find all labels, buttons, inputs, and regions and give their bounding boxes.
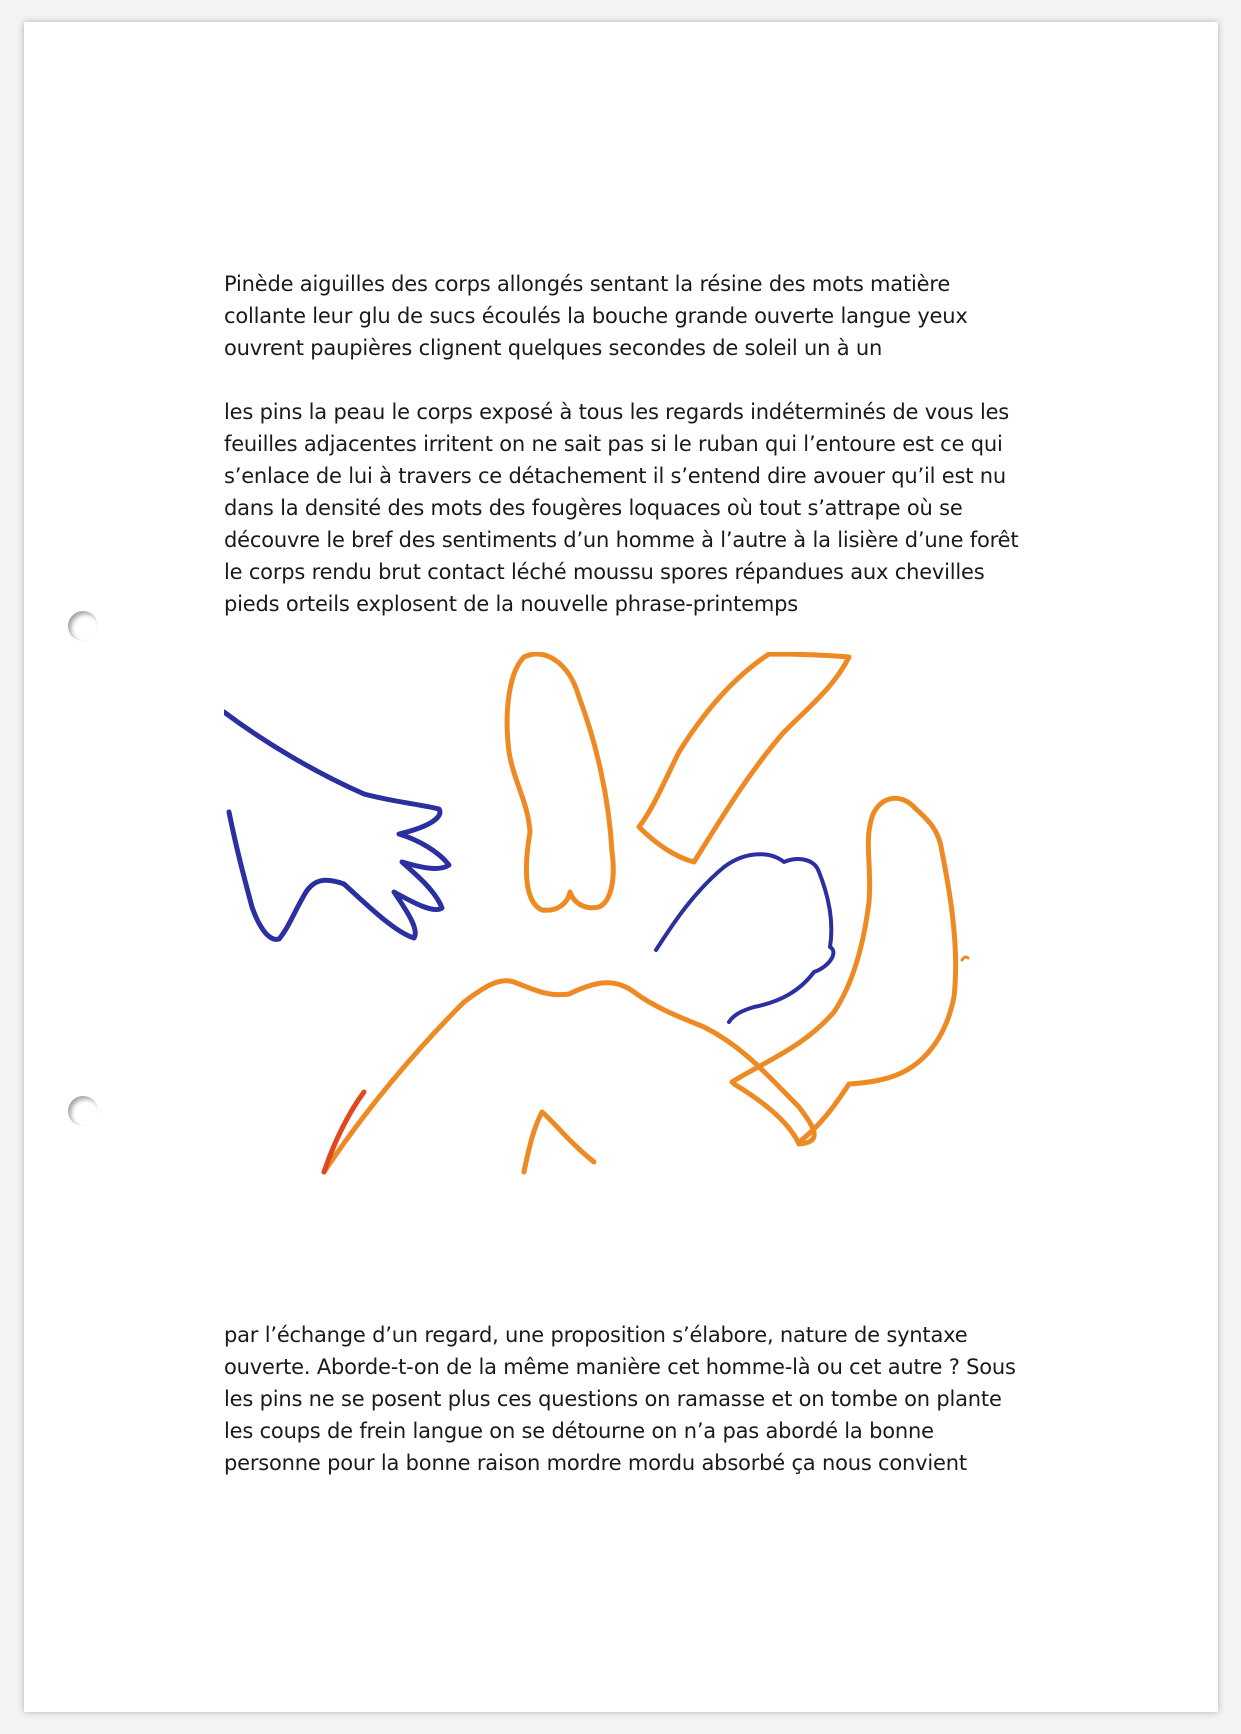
paragraph-3: par l’échange d’un regard, une proposition s’élabore, nature de syntaxe ouverte. Aborde-t-on de la même manière cet homme-là ou cet autre ? Sous les pins ne se posent plus ces questions on ramasse et on tombe on plante les coups de frein langue on se détourne on n’a pas abordé la bonne personne pour la bonne raison mordre mordu absorbé ça nous convient	[224, 1323, 1016, 1475]
blue-fist-drawing	[656, 854, 833, 1022]
binder-hole-top	[68, 611, 98, 641]
page-sheet	[24, 22, 1218, 1712]
red-orange-stroke	[324, 1092, 364, 1172]
crayon-illustration	[224, 652, 1084, 1302]
blue-hand-drawing	[224, 712, 449, 939]
orange-leg-diagonal	[639, 654, 849, 862]
orange-foot-right	[732, 798, 956, 1142]
orange-peak-drawing	[524, 1112, 594, 1172]
paragraph-2: les pins la peau le corps exposé à tous les regards indéterminés de vous les feuilles adjacentes irritent on ne sait pas si le ruban qui l’entoure est ce qui s’enlace de lui à travers ce détachement il s’entend dire avouer qu’il est nu dans la densité des mots des fougères loquaces où tout s’attrape où se découvre le bref des sentiments d’un homme à l’autre à la lisière d’une forêt le corps rendu brut contact léché moussu spores répandues aux chevilles pieds orteils explosent de la nouvelle phrase-printemps	[224, 400, 1019, 616]
paragraph-1: Pinède aiguilles des corps allongés sentant la résine des mots matière collante leur glu de sucs écoulés la bouche grande ouverte langue yeux ouvrent paupières clignent quelques secondes de soleil un à un	[224, 272, 968, 360]
orange-speck	[962, 957, 968, 960]
binder-hole-bottom	[68, 1096, 98, 1126]
orange-foot-vertical	[507, 654, 613, 910]
